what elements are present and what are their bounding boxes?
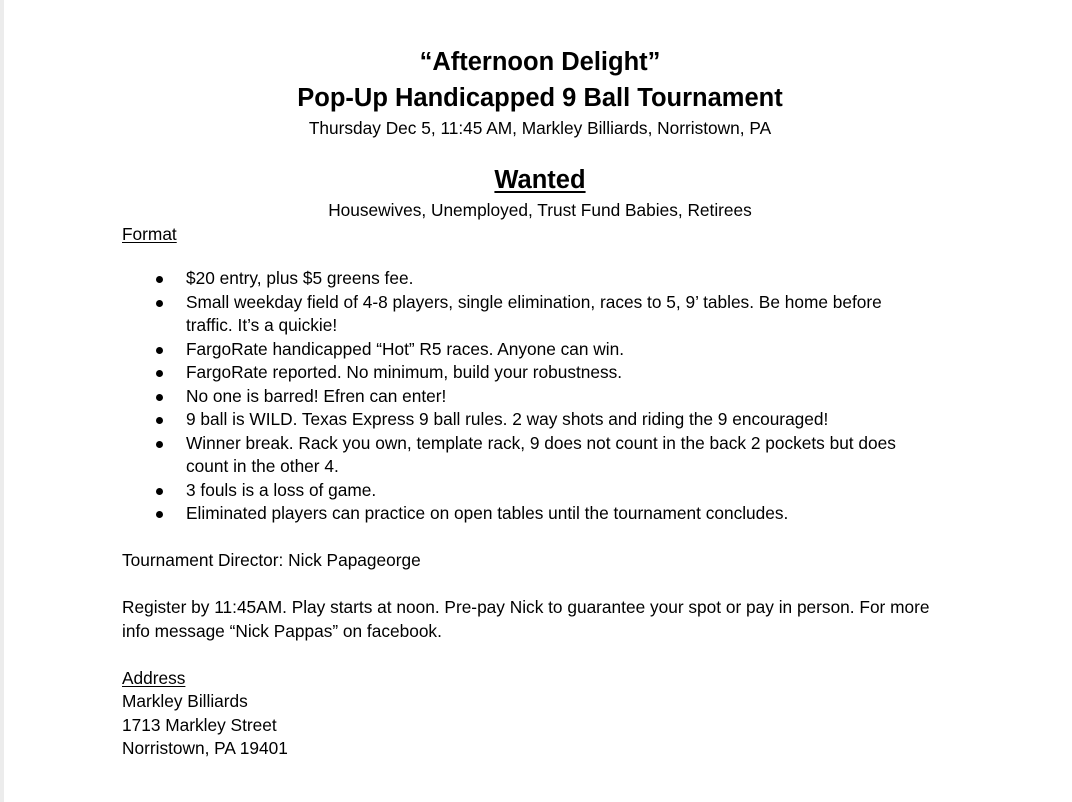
- wanted-audience: Housewives, Unemployed, Trust Fund Babies, Retirees: [328, 200, 752, 220]
- event-details: Thursday Dec 5, 11:45 AM, Markley Billiards, Norristown, PA: [308, 118, 772, 138]
- list-item: [122, 432, 932, 479]
- list-item-text: Winner break. Rack you own, template rack, 9 does not count in the back 2 pockets but does count in the other 4.: [186, 432, 896, 476]
- bullet-icon: [156, 394, 163, 401]
- list-item: [122, 408, 932, 432]
- bullet-icon: [156, 511, 163, 518]
- bullet-icon: [156, 370, 163, 377]
- bullet-icon: [156, 276, 163, 283]
- bullet-icon: [156, 417, 163, 424]
- list-item-text: Eliminated players can practice on open tables until the tournament concludes.: [186, 503, 789, 523]
- list-item: [122, 267, 932, 291]
- registration-info: Register by 11:45AM. Play starts at noon. Pre-pay Nick to guarantee your spot or pay in person. For more info message “Nick Pappas” on facebook.: [122, 597, 930, 641]
- address-block: [122, 690, 288, 761]
- address-name: Markley Billiards: [122, 691, 248, 711]
- list-item-text: 9 ball is WILD. Texas Express 9 ball rules. 2 way shots and riding the 9 encouraged!: [186, 409, 829, 429]
- format-list: [122, 267, 932, 526]
- list-item-text: 3 fouls is a loss of game.: [186, 479, 377, 500]
- address-heading: Address: [122, 668, 186, 688]
- list-item: [122, 291, 932, 338]
- bullet-icon: [156, 300, 163, 307]
- title-line-1: “Afternoon Delight”: [419, 48, 661, 76]
- format-heading: Format: [122, 224, 177, 244]
- list-item: [122, 479, 932, 503]
- list-item-text: $20 entry, plus $5 greens fee.: [186, 268, 414, 288]
- bullet-icon: [156, 441, 163, 448]
- title-line-2: Pop-Up Handicapped 9 Ball Tournament: [297, 84, 783, 112]
- list-item: [122, 385, 932, 409]
- list-item-text: Small weekday field of 4-8 players, single elimination, races to 5, 9’ tables. Be home before traffic. It’s a quickie!: [186, 291, 882, 335]
- bullet-icon: [156, 488, 163, 495]
- list-item: [122, 338, 932, 362]
- list-item-text: No one is barred! Efren can enter!: [186, 385, 447, 406]
- page-edge: [0, 0, 4, 802]
- list-item: [122, 502, 932, 526]
- bullet-icon: [156, 347, 163, 354]
- list-item-text: FargoRate reported. No minimum, build your robustness.: [186, 362, 623, 382]
- address-city: Norristown, PA 19401: [122, 738, 288, 758]
- address-street: 1713 Markley Street: [122, 714, 277, 735]
- list-item: [122, 361, 932, 385]
- wanted-heading: Wanted: [494, 166, 586, 194]
- list-item-text: FargoRate handicapped “Hot” R5 races. Anyone can win.: [186, 338, 625, 359]
- tournament-director: Tournament Director: Nick Papageorge: [122, 550, 421, 570]
